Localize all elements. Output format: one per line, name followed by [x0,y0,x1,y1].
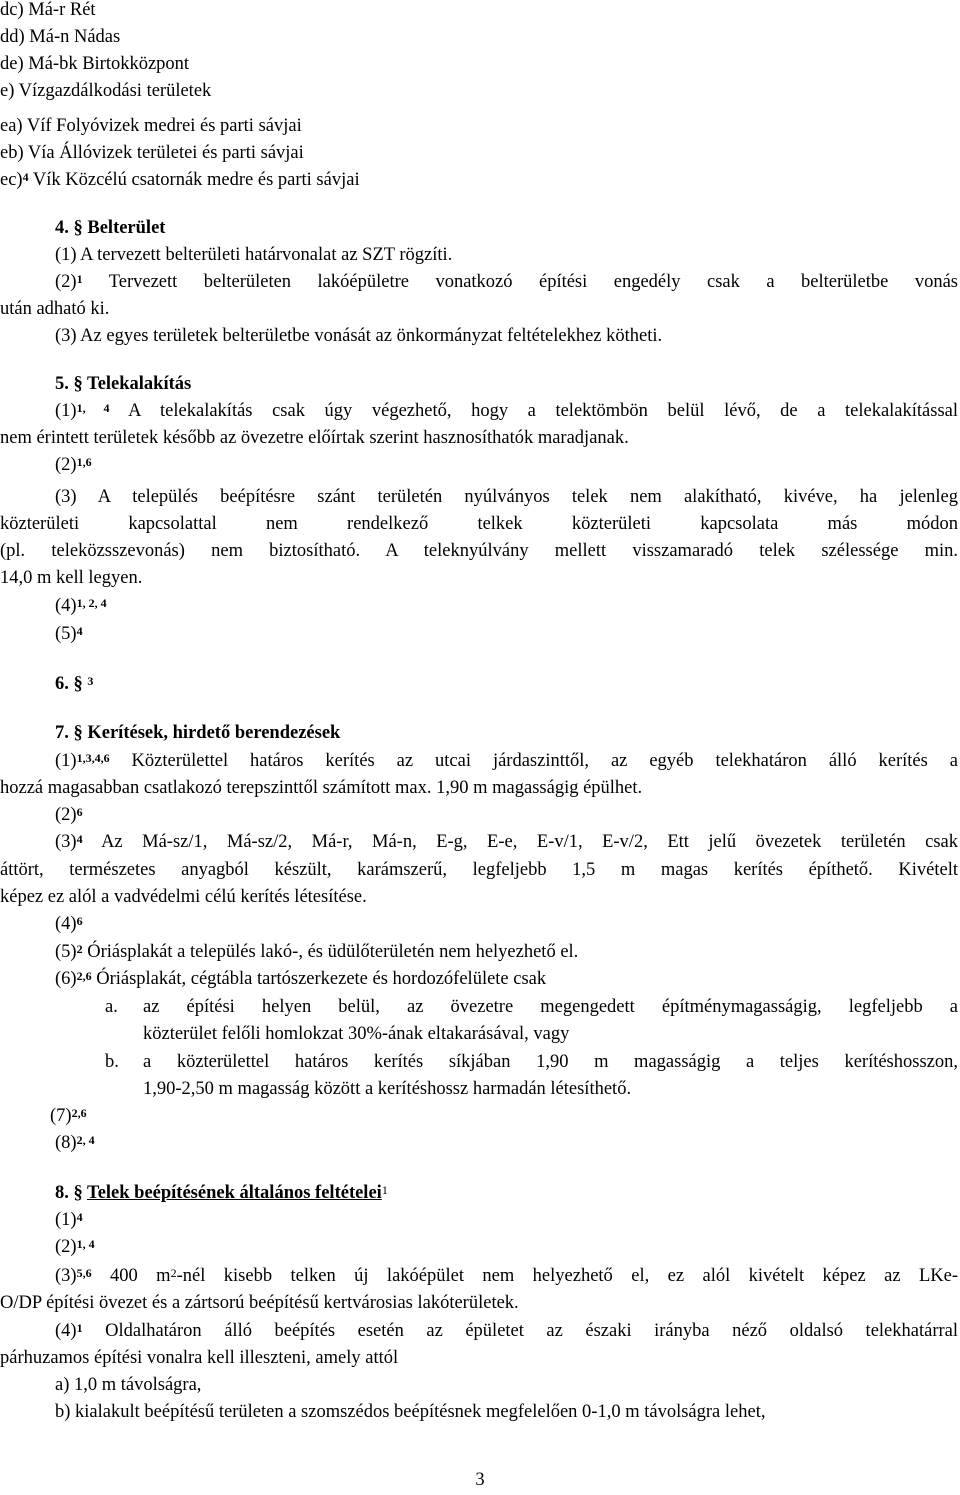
text-line: $(3)^{5,6}$ 400 $m^2$-nél kisebb telken új lakóépület nem helyezhető el, ez alól kivételt képez az LKe- [55,1266,958,1286]
line-text: de) Má-bk Birtokközpont [0,54,190,74]
footnote-ref: 4 [76,624,83,638]
text-line: $(1)^{1, 4}$ A telekalakítás csak úgy végezhető, hogy a telektömbön belül lévő, de a telekalakítással [55,401,959,421]
section-mark: § [73,723,88,743]
footnote-ref: 2,6 [71,1106,87,1120]
footnote-ref: 1, 4 [76,1237,95,1251]
text-line: $(4)^{1, 2, 4}$ [55,596,107,616]
list-marker: a. [105,997,118,1017]
footnote-ref: 2,6 [76,969,92,983]
text-line: 14,0 m kell legyen. [0,568,143,588]
text-line: $(6)^{2,6}$ Óriásplakát, cégtábla tartószerkezete és hordozófelülete csak [55,969,547,989]
text-line: $(4)^6$ [55,914,83,934]
footnote-ref: 5,6 [76,1266,92,1280]
footnote-ref: 1, 4 [76,401,110,415]
footnote-ref: 2, 4 [76,1133,95,1147]
text-line: (3) Az egyes területek belterületbe vonását az önkormányzat feltételekhez kötheti. [55,326,663,346]
footnote-ref: 1 [76,272,83,286]
section-title: Telekalakítás [87,374,192,394]
text-line: áttört, természetes anyagból készült, karámszerű, legfeljebb 1,5 m magas kerítés építhető. Kivételt [0,860,958,880]
section-title: Belterület [87,218,166,238]
text-line: (1) A tervezett belterületi határvonalat az SZT rögzíti. [55,245,453,265]
text-line: O/DP építési övezet és a zártsorú beépítésű kertvárosias lakóterületek. [0,1293,519,1313]
text-line: $(8)^{2, 4}$ [55,1133,95,1153]
text-line: b) kialakult beépítésű területen a szomszédos beépítésnek megfelelően 0-1,0 m távolságra lehet, [55,1402,766,1422]
page-number: 3 [475,1470,485,1490]
text-line: közterületi kapcsolattal nem rendelkező telkek közterületi kapcsolata más módon [0,514,958,534]
text-line: párhuzamos építési vonalra kell illeszteni, amely attól [0,1348,399,1368]
footnote-ref: 1, 2, 4 [76,596,107,610]
text-line [0,24,960,50]
text-line: $(2)^{1,6}$ [55,455,92,475]
list-item-text: az építési helyen belül, az övezetre megengedett építménymagasságig, legfeljebb a [143,997,958,1017]
section-heading-6: 6. § $^3$ [55,674,94,694]
line-text: dd) Má-n Nádas [0,27,121,47]
section-heading-5: 5. § Telekalakítás [55,374,192,394]
text-line: $(1)^{1,3,4,6}$ Közterülettel határos kerítés az utcai járdaszinttől, az egyéb telekhatáron álló kerítés a [55,751,958,771]
text-line: $(7)^{2,6}$ [50,1106,87,1126]
section-heading-8: 8. § Telek beépítésének általános feltételei$^1$ [55,1183,388,1203]
text-line: képez ez alól a vadvédelmi célú kerítés létesítése. [0,887,367,907]
text-line: $(2)^1$ Tervezett belterületen lakóépületre vonatkozó építési engedély csak a belterületbe vonás [55,272,958,292]
footnote-ref: 2 [76,942,83,956]
superscript: 2 [170,1266,177,1280]
text-line: ec)$^4$ Vík Közcélú csatornák medre és parti sávjai [0,170,360,190]
text-line [0,78,960,104]
text-line: $(2)^{1, 4}$ [55,1237,95,1257]
text-line [0,113,960,139]
section-title: Telek beépítésének általános feltételei [87,1183,382,1203]
list-item-text: a közterülettel határos kerítés síkjában 1,90 m magasságig a teljes kerítéshosszon, [143,1052,958,1072]
footnote-ref: 4 [22,170,29,184]
section-title: Kerítések, hirdető berendezések [87,723,341,743]
text-line: a) 1,0 m távolságra, [55,1375,202,1395]
text-line: nem érintett területek később az övezetre előírtak szerint hasznosíthatók maradjanak. [0,428,629,448]
text-line [0,51,960,77]
section-mark: § [73,374,88,394]
line-text: ea) Víf Folyóvizek medrei és parti sávjai [0,116,302,136]
line-text: dc) Má-r Rét [0,0,96,20]
footnote-ref: 1 [381,1183,388,1197]
text-line [0,140,960,166]
text-line [0,0,960,23]
list-item-text: 1,90-2,50 m magasság között a kerítéshossz harmadán létesíthető. [143,1079,632,1099]
text-line: $(2)^6$ [55,805,83,825]
section-mark: § [73,674,88,694]
text-line: $(3)^4$ Az Má-sz/1, Má-sz/2, Má-r, Má-n, E-g, E-e, E-v/1, E-v/2, Ett jelű övezetek területén csak [55,832,958,852]
text-line: (3) A település beépítésre szánt területén nyúlványos telek nem alakítható, kivéve, ha jelenleg [55,487,958,507]
footnote-ref: 1 [76,1321,83,1335]
list-marker: b. [105,1052,119,1072]
section-mark: § [73,1183,88,1203]
text-line: (pl. teleközsszevonás) nem biztosítható. A teleknyúlvány mellett visszamaradó telek szélessége min. [0,541,958,561]
text-line: $(5)^2$ Óriásplakát a település lakó-, és üdülőterületén nem helyezhető el. [55,942,579,962]
line-text: e) Vízgazdálkodási területek [0,81,212,101]
text-line: $(1)^4$ [55,1210,83,1230]
footnote-ref: 1,6 [76,455,92,469]
footnote-ref: 6 [76,805,83,819]
footnote-ref: 4 [76,1210,83,1224]
text-line: hozzá magasabban csatlakozó terepszinttől számított max. 1,90 m magasságig épülhet. [0,778,643,798]
section-heading-4: 4. § Belterület [55,218,166,238]
text-line: után adható ki. [0,299,110,319]
footnote-ref: 4 [76,832,83,846]
footnote-ref: 6 [76,914,83,928]
section-heading-7: 7. § Kerítések, hirdető berendezések [55,723,341,743]
footnote-ref: 1,3,4,6 [76,751,110,765]
section-mark: § [73,218,88,238]
footnote-ref: 3 [87,674,94,688]
line-text: eb) Vía Állóvizek területei és parti sávjai [0,143,304,163]
text-line: $(4)^1$ Oldalhatáron álló beépítés esetén az épületet az északi irányba néző oldalsó telekhatárral [55,1321,958,1341]
text-line: $(5)^4$ [55,624,83,644]
list-item-text: közterület felőli homlokzat 30%-ának eltakarásával, vagy [143,1024,570,1044]
